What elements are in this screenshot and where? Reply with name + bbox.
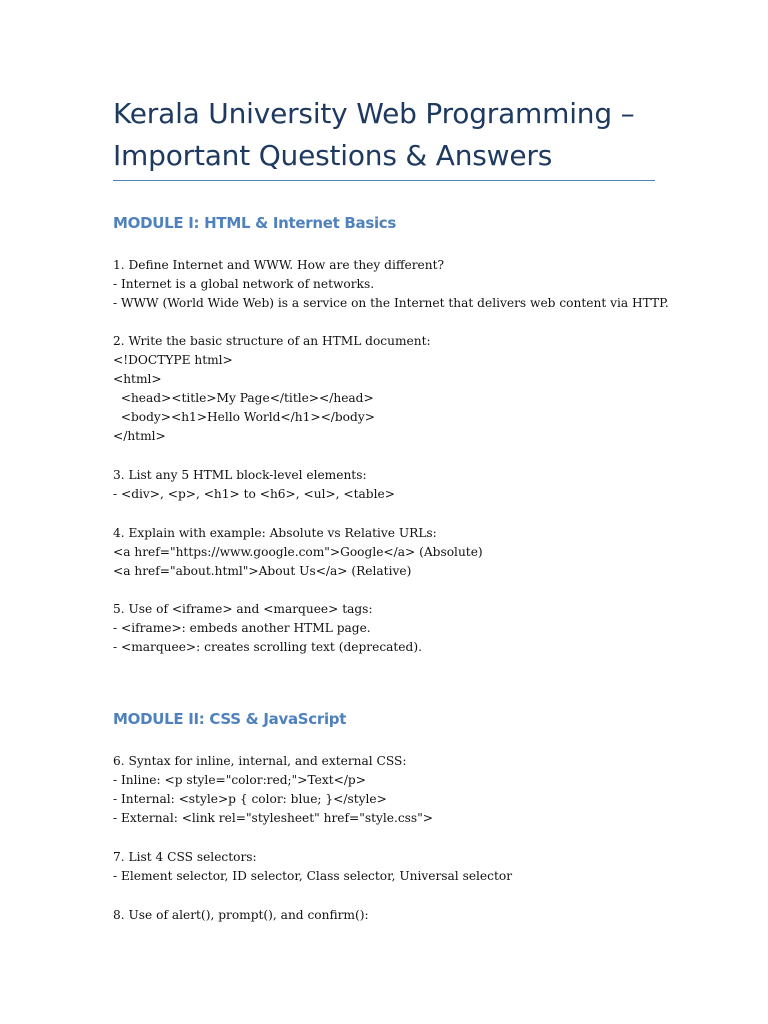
answer-line: - Internal: <style>p { color: blue; }</style> (113, 792, 387, 807)
answer-line: - <div>, <p>, <h1> to <h6>, <ul>, <table> (113, 487, 395, 502)
answer-line: - <iframe>: embeds another HTML page. (113, 621, 371, 636)
question-block (113, 332, 658, 447)
question-text: 8. Use of alert(), prompt(), and confirm(): (113, 908, 369, 922)
question-text: 7. List 4 CSS selectors: (113, 850, 257, 864)
code-line: <a href="https://www.google.com">Google</a> (Absolute) (113, 545, 483, 560)
code-line: <head><title>My Page</title></head> (113, 391, 374, 406)
document-title (113, 93, 658, 177)
module-heading: MODULE I: HTML & Internet Basics (113, 214, 397, 232)
code-line: <!DOCTYPE html> (113, 353, 233, 368)
question-text: 2. Write the basic structure of an HTML document: (113, 334, 431, 348)
code-line: <a href="about.html">About Us</a> (Relative) (113, 564, 412, 579)
question-text: 5. Use of <iframe> and <marquee> tags: (113, 602, 373, 616)
document-title-line-2: Important Questions & Answers (113, 139, 553, 172)
question-block (113, 466, 658, 504)
answer-line: - WWW (World Wide Web) is a service on the Internet that delivers web content via HTTP. (113, 296, 669, 311)
question-text: 3. List any 5 HTML block-level elements: (113, 468, 367, 482)
question-block (113, 524, 658, 581)
code-line: </html> (113, 429, 166, 444)
document-title-line-1: Kerala University Web Programming – (113, 97, 635, 130)
answer-line: - Internet is a global network of networks. (113, 277, 375, 292)
answer-line: - External: <link rel="stylesheet" href="style.css"> (113, 811, 434, 826)
question-text: 1. Define Internet and WWW. How are they different? (113, 258, 445, 272)
question-text: 4. Explain with example: Absolute vs Relative URLs: (113, 526, 437, 540)
module-heading: MODULE II: CSS & JavaScript (113, 710, 347, 728)
answer-line: - <marquee>: creates scrolling text (deprecated). (113, 640, 422, 655)
question-text: 6. Syntax for inline, internal, and external CSS: (113, 754, 407, 768)
title-underline (113, 180, 655, 181)
question-block (113, 752, 658, 828)
answer-line: - Element selector, ID selector, Class selector, Universal selector (113, 869, 513, 884)
question-block (113, 256, 669, 313)
question-block (113, 906, 658, 925)
question-block (113, 600, 658, 657)
code-line: <html> (113, 372, 162, 387)
question-block (113, 848, 658, 886)
answer-line: - Inline: <p style="color:red;">Text</p> (113, 773, 366, 788)
code-line: <body><h1>Hello World</h1></body> (113, 410, 375, 425)
